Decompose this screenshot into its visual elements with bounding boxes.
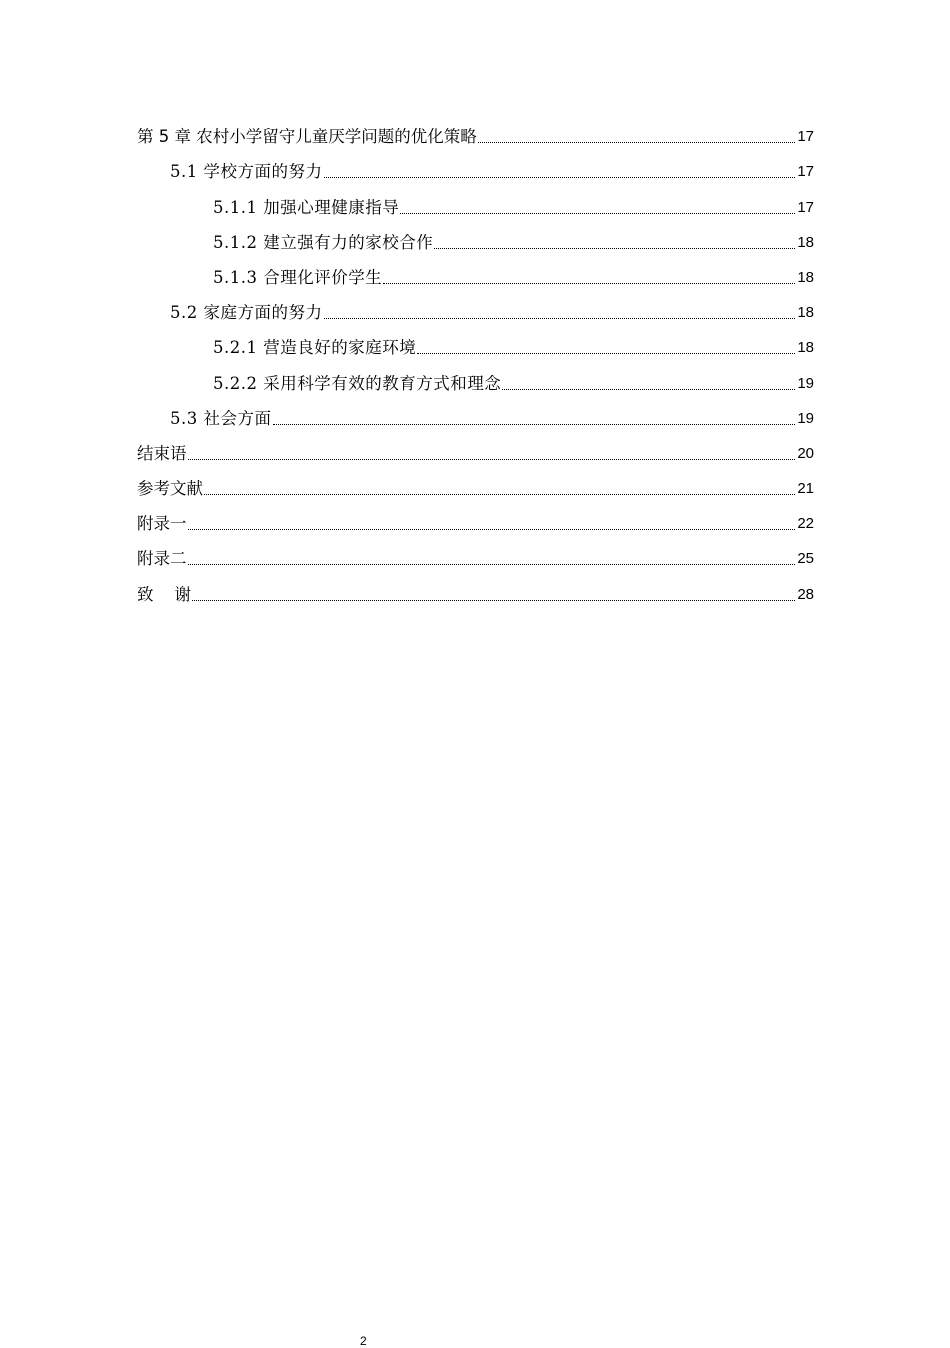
toc-dot-leader [502,389,795,390]
toc-entry-title: 致 谢 [137,584,191,604]
toc-dot-leader [324,177,796,178]
toc-entry-title: 附录一 [137,514,187,534]
toc-entry-title: 5.1 学校方面的努力 [170,162,323,182]
toc-entry-page: 17 [797,163,814,181]
toc-entry-page: 20 [797,444,814,462]
toc-entry-title: 参考文献 [137,479,203,499]
toc-entry-page: 28 [797,585,814,603]
toc-entry-5-1-2[interactable] [137,224,814,259]
toc-entry-title: 5.3 社会方面 [170,408,272,428]
table-of-contents [137,118,814,611]
toc-dot-leader [400,213,795,214]
toc-entry-references[interactable] [137,470,814,505]
toc-entry-title: 5.1.1 加强心理健康指导 [213,197,400,217]
toc-dot-leader [188,459,796,460]
toc-dot-leader [478,142,796,143]
toc-dot-leader [417,353,795,354]
toc-entry-page: 18 [797,268,814,286]
toc-dot-leader [188,529,796,530]
toc-entry-title: 附录二 [137,549,187,569]
toc-entry-chapter-5[interactable] [137,118,814,153]
toc-dot-leader [324,318,796,319]
toc-entry-page: 21 [797,480,814,498]
toc-dot-leader [273,424,796,425]
toc-entry-5-2[interactable] [137,294,814,329]
toc-dot-leader [188,564,796,565]
toc-dot-leader [434,248,795,249]
toc-entry-page: 18 [797,233,814,251]
toc-entry-page: 19 [797,374,814,392]
toc-entry-page: 18 [797,339,814,357]
toc-entry-appendix-1[interactable] [137,505,814,540]
toc-entry-page: 17 [797,128,814,146]
page-number: 2 [360,1334,367,1348]
toc-entry-title: 5.2.1 营造良好的家庭环境 [213,338,417,358]
toc-entry-title: 5.1.2 建立强有力的家校合作 [213,232,434,252]
toc-dot-leader [192,600,795,601]
toc-entry-conclusion[interactable] [137,435,814,470]
toc-entry-title: 5.2 家庭方面的努力 [170,303,323,323]
toc-entry-title: 结束语 [137,443,187,463]
toc-entry-page: 18 [797,304,814,322]
toc-entry-page: 25 [797,550,814,568]
toc-entry-title: 第 5 章 农村小学留守儿童厌学问题的优化策略 [137,127,477,147]
toc-entry-5-2-1[interactable] [137,329,814,364]
toc-entry-5-3[interactable] [137,400,814,435]
toc-entry-5-1-3[interactable] [137,259,814,294]
toc-entry-5-2-2[interactable] [137,364,814,399]
toc-entry-page: 19 [797,409,814,427]
toc-entry-page: 17 [797,198,814,216]
toc-entry-5-1-1[interactable] [137,188,814,223]
toc-entry-title: 5.1.3 合理化评价学生 [213,267,383,287]
toc-entry-title: 5.2.2 采用科学有效的教育方式和理念 [213,373,502,393]
toc-dot-leader [383,283,795,284]
toc-entry-page: 22 [797,515,814,533]
toc-entry-appendix-2[interactable] [137,540,814,575]
toc-entry-5-1[interactable] [137,153,814,188]
toc-dot-leader [204,494,795,495]
toc-entry-acknowledgements[interactable] [137,575,814,610]
